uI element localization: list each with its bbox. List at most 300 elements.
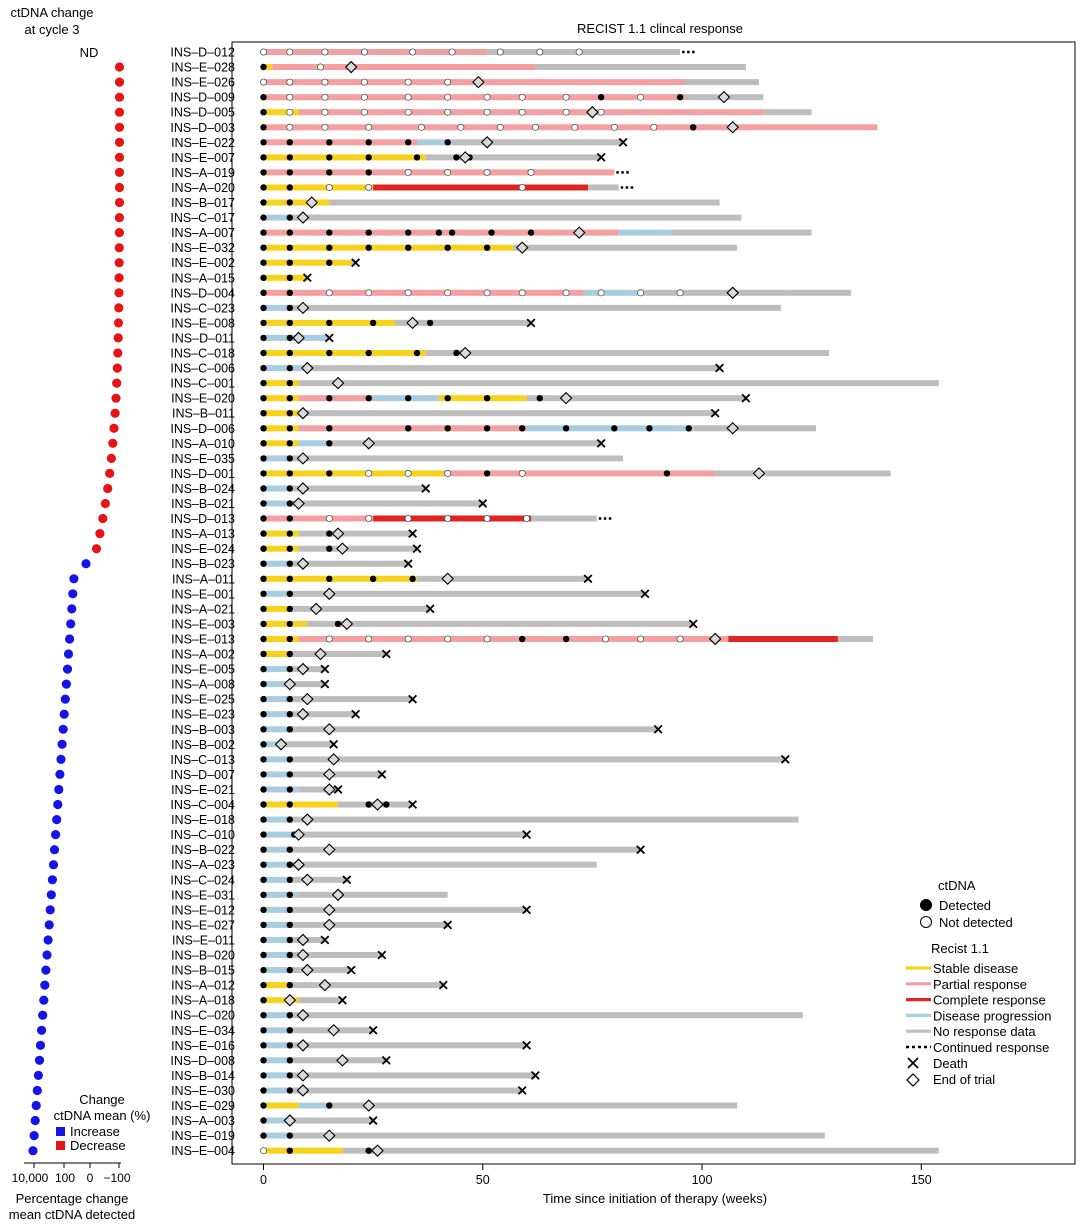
ctdna-detected-point [260, 786, 266, 792]
response-segment [763, 109, 811, 115]
response-segment [264, 501, 290, 507]
end-of-trial-marker [302, 694, 313, 705]
ctdna-not-detected-point [287, 124, 293, 130]
patient-id-label: INS–D–005 [170, 105, 235, 120]
response-segment [299, 892, 448, 898]
ctdna-detected-point [366, 350, 372, 356]
ctdna-detected-point [287, 485, 293, 491]
ctdna-not-detected-point [651, 124, 657, 130]
ctdna-not-detected-point [405, 636, 411, 642]
ctdna-change-dot [35, 1056, 44, 1065]
ctdna-not-detected-point [445, 169, 451, 175]
ctdna-change-dot [115, 123, 124, 132]
patient-id-label: INS–E–030 [171, 1084, 235, 1098]
ctdna-not-detected-point [449, 49, 455, 55]
patient-row [171, 482, 429, 496]
ctdna-not-detected-point [322, 49, 328, 55]
end-of-trial-marker [337, 543, 348, 554]
left-panel-title-line2: at cycle 3 [24, 22, 80, 37]
end-of-trial-marker [284, 1115, 295, 1126]
ctdna-change-dot [115, 273, 124, 282]
ctdna-detected-point [427, 320, 433, 326]
response-segment [290, 215, 742, 221]
ctdna-detected-point [260, 831, 266, 837]
patient-row [172, 572, 592, 586]
patient-row [170, 106, 811, 120]
ctdna-detected-point [287, 139, 293, 145]
ctdna-detected-point [484, 470, 490, 476]
ctdna-detected-point [260, 1072, 266, 1078]
response-segment [272, 64, 535, 70]
ctdna-not-detected-point [366, 636, 372, 642]
end-of-trial-marker [297, 302, 308, 313]
response-segment [307, 365, 719, 371]
response-segment [264, 847, 290, 853]
end-of-trial-marker [372, 799, 383, 810]
response-segment [535, 64, 746, 70]
ctdna-detected-point [366, 229, 372, 235]
patient-row [171, 949, 386, 963]
ctdna-detected-point [686, 425, 692, 431]
legend-not-detected-label: Not detected [939, 915, 1013, 930]
ctdna-not-detected-point [537, 49, 543, 55]
ctdna-detected-point [287, 546, 293, 552]
patient-row [171, 918, 451, 932]
patient-id-label: INS–E–021 [171, 783, 235, 797]
response-segment [264, 1133, 290, 1139]
ctdna-not-detected-point [519, 184, 525, 190]
ctdna-detected-point [287, 275, 293, 281]
ctdna-not-detected-point [418, 124, 424, 130]
response-segment [264, 696, 290, 702]
ctdna-detected-point [484, 395, 490, 401]
ctdna-detected-point [370, 576, 376, 582]
patient-id-label: INS–A–007 [171, 226, 235, 241]
patient-id-label: INS–A–018 [171, 993, 235, 1008]
response-segment [264, 922, 290, 928]
ctdna-detected-point [414, 154, 420, 160]
ctdna-change-dot [108, 439, 117, 448]
patient-row [171, 1039, 530, 1053]
ctdna-detected-point [287, 530, 293, 536]
patient-row [172, 407, 719, 421]
ctdna-detected-point [383, 801, 389, 807]
patient-id-label: INS–A–003 [171, 1114, 235, 1128]
ctdna-detected-point [677, 94, 683, 100]
ctdna-detected-point [287, 350, 293, 356]
ctdna-change-dot [40, 981, 49, 990]
ctdna-detected-point [366, 154, 372, 160]
ctdna-change-dot [59, 725, 68, 734]
ctdna-not-detected-point [405, 94, 411, 100]
legend-recist-label: Disease progression [933, 1008, 1052, 1024]
ctdna-detected-point [287, 922, 293, 928]
response-segment [290, 817, 799, 823]
legend-ctdna-title: ctDNA [938, 878, 976, 893]
x-axis-label: Time since initiation of therapy (weeks) [542, 1191, 768, 1206]
ctdna-change-dot [62, 680, 71, 689]
end-of-trial-marker [297, 212, 308, 223]
ctdna-detected-point [260, 816, 266, 822]
patient-row [171, 256, 359, 270]
response-segment [373, 516, 531, 522]
patient-row [171, 964, 355, 978]
patient-id-label: INS–B–024 [171, 482, 235, 496]
ctdna-detected-point [260, 139, 266, 145]
patient-row [171, 1099, 737, 1113]
ctdna-detected-point [326, 139, 332, 145]
end-of-trial-marker [333, 889, 344, 900]
patient-id-label: INS–C–018 [170, 346, 235, 361]
end-of-trial-marker [297, 1085, 308, 1096]
end-of-trial-marker [337, 1055, 348, 1066]
ctdna-not-detected-point [524, 515, 530, 521]
end-of-trial-marker [710, 633, 721, 644]
end-of-trial-marker [297, 408, 308, 419]
ctdna-detected-point [453, 154, 459, 160]
end-of-trial-marker [727, 423, 738, 434]
ctdna-not-detected-point [287, 79, 293, 85]
patient-row [171, 678, 329, 692]
patient-id-label: INS–B–014 [171, 1068, 235, 1083]
ctdna-not-detected-point [528, 169, 534, 175]
ctdna-detected-point [414, 350, 420, 356]
ctdna-detected-point [366, 245, 372, 251]
patient-row [171, 888, 448, 902]
ctdna-detected-point [260, 696, 266, 702]
end-of-trial-marker [276, 739, 287, 750]
response-segment [264, 1072, 290, 1078]
ctdna-detected-point [326, 530, 332, 536]
patient-row [171, 587, 649, 601]
response-segment [264, 185, 374, 191]
ctdna-detected-point [287, 184, 293, 190]
end-of-trial-marker [460, 152, 471, 163]
end-of-trial-marker [293, 829, 304, 840]
ctdna-change-dot [113, 364, 122, 373]
end-of-trial-marker [297, 950, 308, 961]
legend-death-label: Death [933, 1056, 968, 1071]
patient-id-label: INS–E–008 [171, 316, 235, 331]
response-segment [290, 756, 786, 762]
ctdna-detected-point [260, 199, 266, 205]
patient-row [171, 542, 421, 556]
ctdna-detected-point [326, 260, 332, 266]
response-segment [290, 651, 387, 657]
patient-row [171, 738, 337, 752]
ctdna-detected-point [287, 305, 293, 311]
patient-id-label: INS–E–018 [171, 813, 235, 828]
legend-recist-label: No response data [933, 1024, 1036, 1040]
ctdna-detected-point [260, 636, 266, 642]
ctdna-change-dot [95, 529, 104, 538]
ctdna-not-detected-point [366, 290, 372, 296]
ctdna-detected-point [326, 320, 332, 326]
patient-row [171, 903, 530, 917]
ctdna-not-detected-point [405, 109, 411, 115]
response-segment [264, 516, 374, 522]
left-legend-decrease-swatch [56, 1141, 65, 1150]
response-segment [693, 425, 816, 431]
patient-id-label: INS–E–031 [171, 888, 235, 903]
ctdna-detected-point [260, 546, 266, 552]
patient-row [171, 181, 635, 195]
response-segment [342, 1148, 938, 1154]
response-segment [264, 531, 299, 537]
ctdna-not-detected-point [445, 79, 451, 85]
patient-id-label: INS–B–002 [171, 737, 235, 752]
patient-id-label: INS–E–011 [171, 933, 235, 948]
end-of-trial-marker [297, 934, 308, 945]
ctdna-detected-point [287, 591, 293, 597]
patient-id-label: INS–C–001 [170, 376, 235, 391]
left-x-tick-label: 0 [86, 1171, 94, 1185]
ctdna-change-dot [56, 755, 65, 764]
patient-id-label: INS–E–035 [171, 451, 235, 466]
response-segment [264, 275, 308, 281]
ctdna-detected-point [260, 982, 266, 988]
ctdna-detected-point [646, 425, 652, 431]
ctdna-detected-point [287, 470, 293, 476]
patient-row [171, 196, 720, 210]
ctdna-not-detected-point [576, 49, 582, 55]
ctdna-not-detected-point [598, 109, 604, 115]
ctdna-change-dot [115, 198, 124, 207]
response-segment [290, 862, 597, 868]
patient-id-label: INS–E–005 [171, 662, 235, 677]
ctdna-detected-point [260, 952, 266, 958]
response-segment [588, 185, 619, 191]
ctdna-not-detected-point [458, 124, 464, 130]
ctdna-detected-point [326, 169, 332, 175]
patient-row [170, 512, 612, 526]
ctdna-change-dot [115, 213, 124, 222]
ctdna-detected-point [260, 621, 266, 627]
ctdna-not-detected-point [519, 94, 525, 100]
ctdna-detected-point [287, 937, 293, 943]
response-segment [264, 937, 290, 943]
time-axis-tick-label: 50 [475, 1173, 490, 1187]
ctdna-detected-point [287, 1027, 293, 1033]
ctdna-not-detected-point [602, 636, 608, 642]
ctdna-detected-point [409, 576, 415, 582]
ctdna-change-dot [53, 800, 62, 809]
patient-row [170, 211, 741, 225]
end-of-trial-marker [324, 904, 335, 915]
end-of-trial-marker [482, 137, 493, 148]
ctdna-detected-point [260, 154, 266, 160]
response-segment [728, 636, 838, 642]
ctdna-not-detected-point [598, 290, 604, 296]
patient-row [170, 347, 829, 361]
ctdna-detected-point [260, 425, 266, 431]
ctdna-detected-point [260, 681, 266, 687]
end-of-trial-marker [302, 965, 313, 976]
end-of-trial-marker [297, 1010, 308, 1021]
ctdna-change-dot [37, 1026, 46, 1035]
ctdna-detected-point [260, 967, 266, 973]
ctdna-detected-point [260, 169, 266, 175]
ctdna-change-dot [48, 875, 57, 884]
ctdna-detected-point [287, 1132, 293, 1138]
end-of-trial-marker [363, 438, 374, 449]
end-of-trial-marker [297, 664, 308, 675]
patient-row [171, 633, 873, 647]
response-segment [264, 395, 299, 401]
patient-id-label: INS–D–006 [170, 421, 235, 436]
ctdna-change-dot [36, 1041, 45, 1050]
ctdna-detected-point [370, 320, 376, 326]
ctdna-not-detected-point [366, 470, 372, 476]
ctdna-detected-point [287, 726, 293, 732]
ctdna-change-dot [64, 649, 73, 658]
legend-recist-label: Partial response [933, 976, 1027, 992]
response-segment [264, 802, 339, 808]
ctdna-detected-point [260, 184, 266, 190]
ctdna-detected-point [326, 546, 332, 552]
left-legend-increase-swatch [56, 1127, 65, 1136]
ctdna-detected-point [287, 455, 293, 461]
ctdna-detected-point [287, 816, 293, 822]
ctdna-change-dot [112, 379, 121, 388]
patient-id-label: INS–C–023 [170, 301, 235, 316]
patient-id-label: INS–A–019 [171, 165, 235, 180]
patient-id-label: INS–A–023 [171, 858, 235, 873]
ctdna-change-dot [115, 93, 124, 102]
end-of-trial-marker [372, 1145, 383, 1156]
chart-legend [900, 874, 1070, 1092]
ctdna-detected-point [260, 771, 266, 777]
ctdna-detected-point [260, 606, 266, 612]
patient-id-label: INS–E–001 [171, 587, 235, 602]
ctdna-not-detected-point [361, 94, 367, 100]
ctdna-detected-point [260, 245, 266, 251]
response-segment [264, 1103, 299, 1109]
response-segment [513, 245, 737, 251]
ctdna-not-detected-point [497, 49, 503, 55]
ctdna-change-dot [31, 1116, 40, 1125]
patient-id-label: INS–E–034 [171, 1023, 235, 1038]
response-segment [290, 967, 351, 973]
ctdna-detected-point [287, 756, 293, 762]
response-segment [264, 1148, 343, 1154]
ctdna-detected-point [287, 1042, 293, 1048]
ctdna-detected-point [260, 877, 266, 883]
patient-id-label: INS–A–002 [171, 647, 235, 662]
patient-id-label: INS–B–003 [171, 722, 235, 737]
time-axis-tick-label: 150 [910, 1173, 932, 1187]
ctdna-detected-point [287, 395, 293, 401]
response-segment [264, 591, 290, 597]
ctdna-detected-point [260, 485, 266, 491]
response-segment [290, 771, 382, 777]
ctdna-not-detected-point [484, 109, 490, 115]
end-of-trial-marker [293, 332, 304, 343]
ctdna-change-dot [33, 1086, 42, 1095]
ctdna-detected-point [366, 395, 372, 401]
ctdna-detected-point [326, 576, 332, 582]
response-segment [264, 726, 290, 732]
response-segment [290, 982, 444, 988]
ctdna-change-dot [115, 243, 124, 252]
response-segment [264, 907, 290, 913]
ctdna-detected-point [260, 937, 266, 943]
response-segment [299, 531, 413, 537]
ctdna-detected-point [436, 229, 442, 235]
ctdna-detected-point [260, 1057, 266, 1063]
end-of-trial-marker [473, 77, 484, 88]
response-segment [290, 726, 658, 732]
end-of-trial-marker [754, 468, 765, 479]
response-segment [329, 200, 719, 206]
patient-id-label: INS–D–004 [170, 286, 235, 301]
ctdna-detected-point [563, 636, 569, 642]
response-segment [290, 847, 641, 853]
ctdna-not-detected-point [405, 470, 411, 476]
ctdna-not-detected-point [445, 636, 451, 642]
ctdna-not-detected-point [366, 184, 372, 190]
legend-recist-label: Stable disease [933, 961, 1019, 976]
patient-row [170, 362, 723, 376]
ctdna-not-detected-point [519, 109, 525, 115]
ctdna-not-detected-point [322, 109, 328, 115]
patient-row [170, 1054, 390, 1068]
end-of-trial-marker [297, 1070, 308, 1081]
ctdna-detected-point [260, 847, 266, 853]
patient-row [170, 121, 877, 135]
ctdna-change-dot [65, 634, 74, 643]
end-of-trial-marker [306, 197, 317, 208]
response-segment [264, 982, 290, 988]
ctdna-detected-point [287, 335, 293, 341]
response-segment [264, 410, 299, 416]
ctdna-detected-point [405, 395, 411, 401]
ctdna-detected-point [326, 245, 332, 251]
ctdna-not-detected-point [484, 636, 490, 642]
patient-row [171, 602, 434, 616]
response-segment [264, 455, 290, 461]
patient-id-label: INS–A–021 [171, 602, 235, 617]
patient-id-label: INS–C–020 [170, 1008, 235, 1023]
ctdna-detected-point [287, 1012, 293, 1018]
end-of-trial-marker [727, 122, 738, 133]
patient-id-label: INS–E–012 [171, 903, 235, 918]
ctdna-change-dot [60, 710, 69, 719]
patient-row [171, 316, 535, 330]
patient-id-label: INS–B–011 [171, 406, 235, 421]
end-of-trial-marker [302, 874, 313, 885]
response-segment [584, 290, 641, 296]
ctdna-detected-point [335, 621, 341, 627]
ctdna-detected-point [405, 139, 411, 145]
ctdna-detected-point [260, 124, 266, 130]
response-segment [452, 139, 623, 145]
ctdna-not-detected-point [677, 290, 683, 296]
patient-row [170, 91, 763, 105]
time-axis-tick-label: 0 [260, 1173, 267, 1187]
ctdna-detected-point [287, 771, 293, 777]
ctdna-detected-point [287, 786, 293, 792]
patient-row [171, 527, 416, 541]
ctdna-change-dot [113, 348, 122, 357]
end-of-trial-marker [324, 769, 335, 780]
ctdna-detected-point [260, 561, 266, 567]
response-segment [264, 124, 878, 130]
end-of-trial-marker [284, 679, 295, 690]
ctdna-detected-point [260, 350, 266, 356]
patient-row [171, 241, 737, 255]
patient-row [171, 331, 333, 345]
